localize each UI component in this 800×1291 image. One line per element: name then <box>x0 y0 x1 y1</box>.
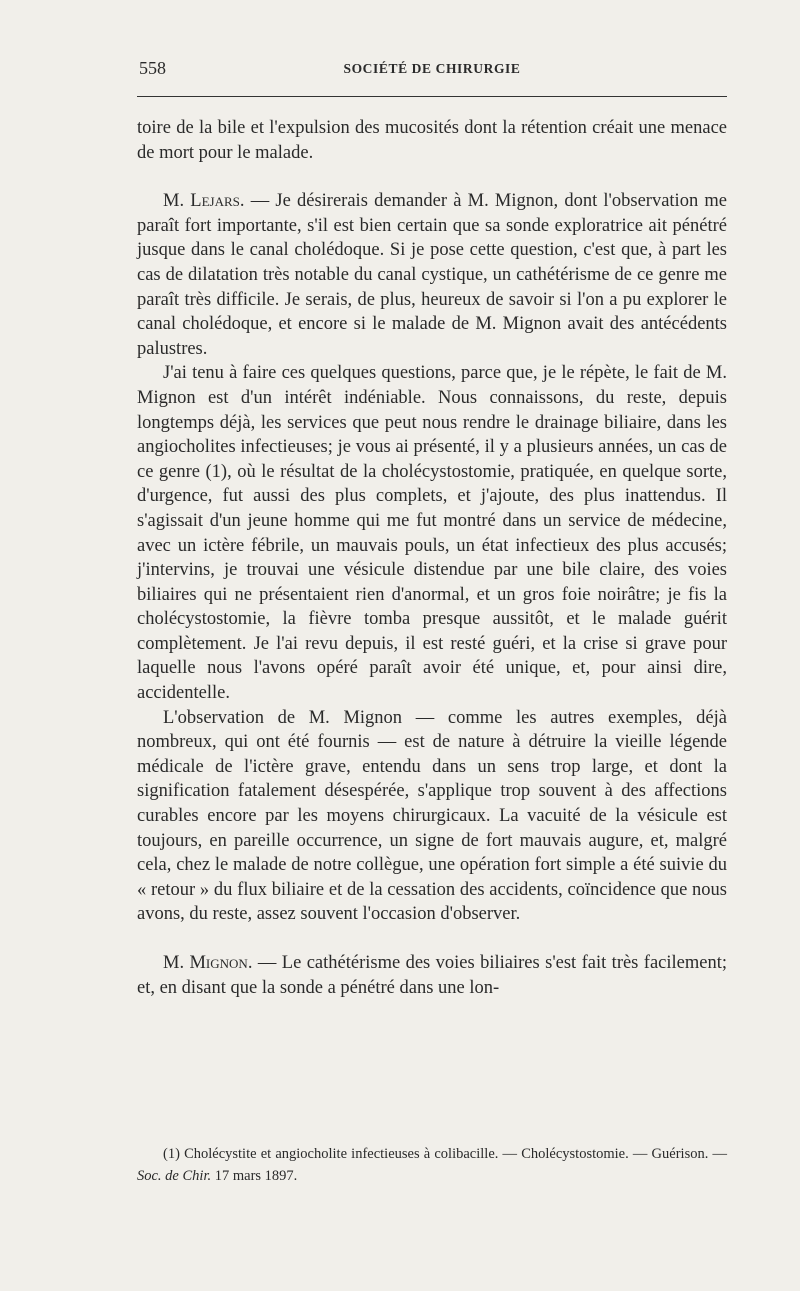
speaker-mignon: M. Mignon. <box>163 953 253 973</box>
footnote-line <box>137 1143 727 1187</box>
paragraph-lejars-3: L'observation de M. Mignon — comme les autres exemples, déjà nombreux, qui ont été fournis — est de nature à détruire la vieille légende médicale de l'ictère grave, entendu dans un sens trop large, et dont la signification fatalement désespérée, s'applique trop souvent à des affections curables encore par les moyens chirurgicaux. La vacuité de la vésicule est toujours, en pareille occurrence, un signe de fort mauvais augure, et, malgré cela, chez le malade de notre collègue, une opération fort simple a été suivie du « retour » du flux biliaire et de la cessation des accidents, coïncidence que nous avons, du reste, assez souvent l'occasion d'observer. <box>137 707 727 925</box>
running-head: SOCIÉTÉ DE CHIRURGIE <box>343 61 521 76</box>
footnote-date: 17 mars 1897. <box>211 1168 298 1184</box>
footnote-source: Soc. de Chir. <box>137 1168 212 1184</box>
footnote-text: (1) Cholécystite et angiocholite infectieuses à colibacille. — Cholécystostomie. — Guérison. — <box>163 1146 727 1162</box>
speaker-lejars: M. Lejars. <box>163 191 245 212</box>
paragraph-mignon <box>137 951 727 1000</box>
paragraph-mignon-text: — Le cathétérisme des voies biliaires s'est fait très facilement; et, en disant que la sonde a pénétré dans une lon- <box>137 953 727 998</box>
page-number: 558 <box>139 58 166 78</box>
footnote <box>137 1143 727 1187</box>
paragraph-lejars-text: — Je désirerais demander à M. Mignon, dont l'observation me paraît fort importante, s'il est bien certain que sa sonde exploratrice ait pénétré jusque dans le canal cholédoque. Si je pose cette question, c'est que, à part les cas de dilatation très notable du canal cystique, un cathétérisme de ce genre me paraît très difficile. Je serais, de plus, heureux de savoir si l'on a pu explorer le canal cholédoque, et encore si le malade de M. Mignon avait des antécédents palustres. <box>137 191 727 359</box>
paragraph-lejars <box>137 189 727 361</box>
paragraph-continuation: toire de la bile et l'expulsion des mucosités dont la rétention créait une menace de mort pour le malade. <box>137 118 727 163</box>
paragraph-lejars-2: J'ai tenu à faire ces quelques questions, parce que, je le répète, le fait de M. Mignon est d'un intérêt indéniable. Nous connaissons, du reste, depuis longtemps déjà, les services que peut nous rendre le drainage biliaire, dans les angiocholites infectieuses; je vous ai présenté, il y a plusieurs années, un cas de ce genre (1), où le résultat de la cholécystostomie, pratiquée, en quelque sorte, d'urgence, fut aussi des plus complets, et j'ajoute, des plus inattendus. Il s'agissait d'un jeune homme qui me fut montré dans un service de médecine, avec un ictère fébrile, un mauvais pouls, un état infectieux des plus accusés; j'intervins, je trouvai une vésicule distendue par une bile claire, des voies biliaires qui ne présentaient rien d'anormal, et un gros foie noirâtre; je fis la cholécystostomie, la fièvre tomba presque aussitôt, et le malade guérit complètement. Je l'ai revu depuis, il est resté guéri, et la crise si grave pour laquelle nous l'avons opéré paraît avoir été unique, et, pour ainsi dire, accidentelle. <box>137 363 727 704</box>
body-text <box>137 116 727 1000</box>
page-header <box>137 58 727 84</box>
header-rule <box>137 96 727 97</box>
